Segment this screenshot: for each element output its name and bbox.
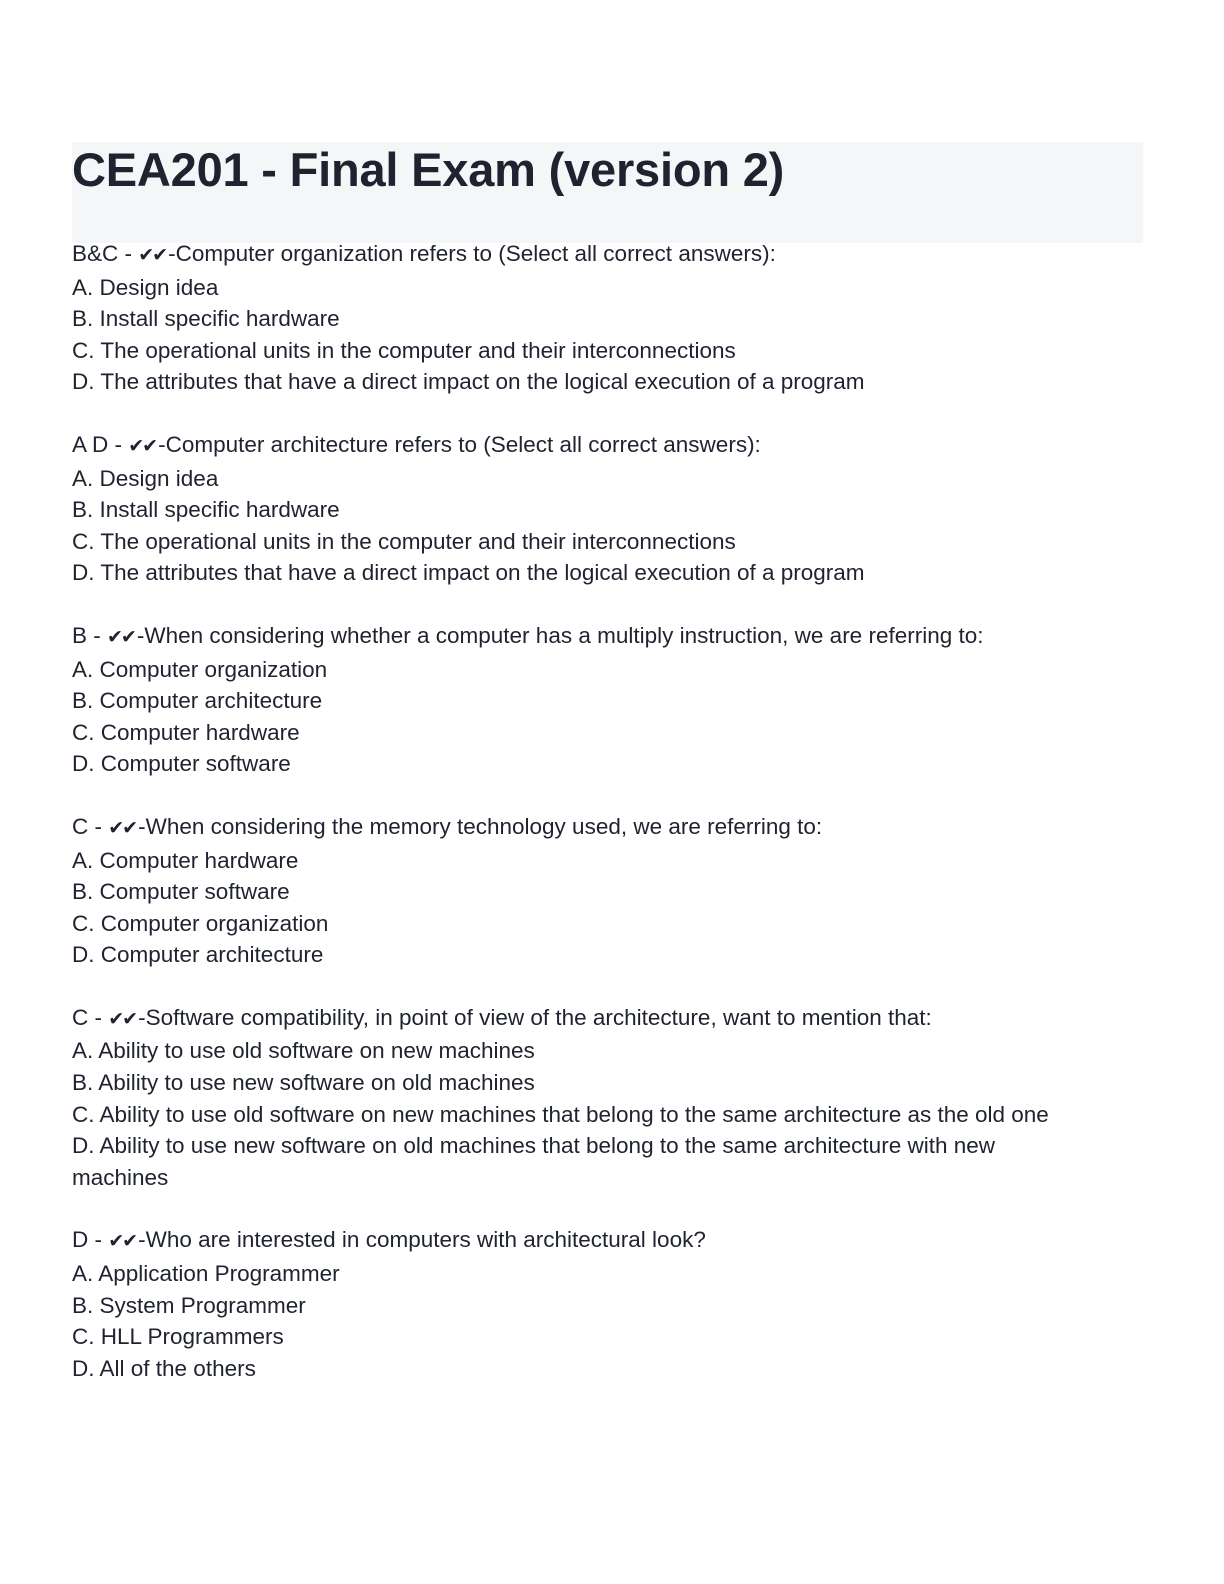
option-c: C. Ability to use old software on new machines that belong to the same architecture as the old one [72, 1101, 1049, 1127]
option-c: C. HLL Programmers [72, 1324, 284, 1350]
option-a: A. Design idea [72, 465, 219, 491]
double-check-icon: ✔✔ [108, 816, 137, 839]
option-d: D. The attributes that have a direct impact on the logical execution of a program [72, 369, 865, 395]
question-prompt: -Computer architecture refers to (Select all correct answers): [158, 431, 761, 457]
answer-key: C - [72, 813, 109, 839]
answer-key: B&C - [72, 241, 139, 266]
double-check-icon: ✔✔ [108, 1007, 137, 1030]
option-d: D. All of the others [72, 1355, 256, 1381]
page-title: CEA201 - Final Exam (version 2) [72, 143, 785, 196]
question-line [72, 1002, 1147, 1036]
question-line [72, 811, 1147, 845]
question-line [72, 620, 1147, 654]
option-a: A. Computer hardware [72, 847, 299, 873]
question-block [72, 238, 1147, 398]
answer-key: B - [72, 622, 108, 648]
option-b: B. Install specific hardware [72, 497, 340, 523]
question-prompt: -When considering the memory technology used, we are referring to: [138, 813, 823, 839]
question-block [72, 620, 1147, 780]
option-b: B. Computer architecture [72, 688, 323, 714]
question-list [72, 238, 1147, 1415]
option-a: A. Computer organization [72, 656, 328, 682]
answer-key: D - [72, 1227, 109, 1253]
option-d: D. The attributes that have a direct impact on the logical execution of a program [72, 560, 865, 586]
answer-key: C - [72, 1004, 109, 1030]
option-d: D. Computer architecture [72, 942, 324, 968]
question-prompt: -Software compatibility, in point of view of the architecture, want to mention that: [138, 1004, 932, 1030]
option-c: C. The operational units in the computer and their interconnections [72, 337, 736, 363]
double-check-icon: ✔✔ [107, 625, 135, 648]
option-b: B. Computer software [72, 879, 290, 905]
answer-key: A D - [72, 431, 129, 457]
double-check-icon: ✔✔ [108, 1230, 137, 1253]
option-a: A. Application Programmer [72, 1261, 340, 1287]
question-block [72, 1002, 1147, 1194]
option-a: A. Ability to use old software on new machines [72, 1038, 535, 1064]
question-prompt: -Computer organization refers to (Select all correct answers): [168, 241, 776, 266]
option-c: C. The operational units in the computer and their interconnections [72, 528, 736, 554]
option-c: C. Computer hardware [72, 719, 300, 745]
question-block [72, 1224, 1147, 1384]
option-b: B. Ability to use new software on old machines [72, 1070, 535, 1096]
double-check-icon: ✔✔ [138, 244, 167, 266]
option-d: D. Ability to use new software on old machines that belong to the same architecture with new machines [72, 1133, 995, 1190]
question-line [72, 1224, 1147, 1258]
option-b: B. System Programmer [72, 1292, 306, 1318]
option-b: B. Install specific hardware [72, 306, 340, 332]
question-line [72, 429, 1147, 463]
question-block [72, 811, 1147, 971]
option-c: C. Computer organization [72, 910, 329, 936]
double-check-icon: ✔✔ [128, 434, 157, 457]
option-d: D. Computer software [72, 751, 291, 777]
question-prompt: -Who are interested in computers with architectural look? [138, 1227, 706, 1253]
question-prompt: -When considering whether a computer has a multiply instruction, we are referring to: [136, 622, 984, 648]
question-block [72, 429, 1147, 589]
question-line [72, 238, 1147, 272]
option-a: A. Design idea [72, 274, 219, 300]
